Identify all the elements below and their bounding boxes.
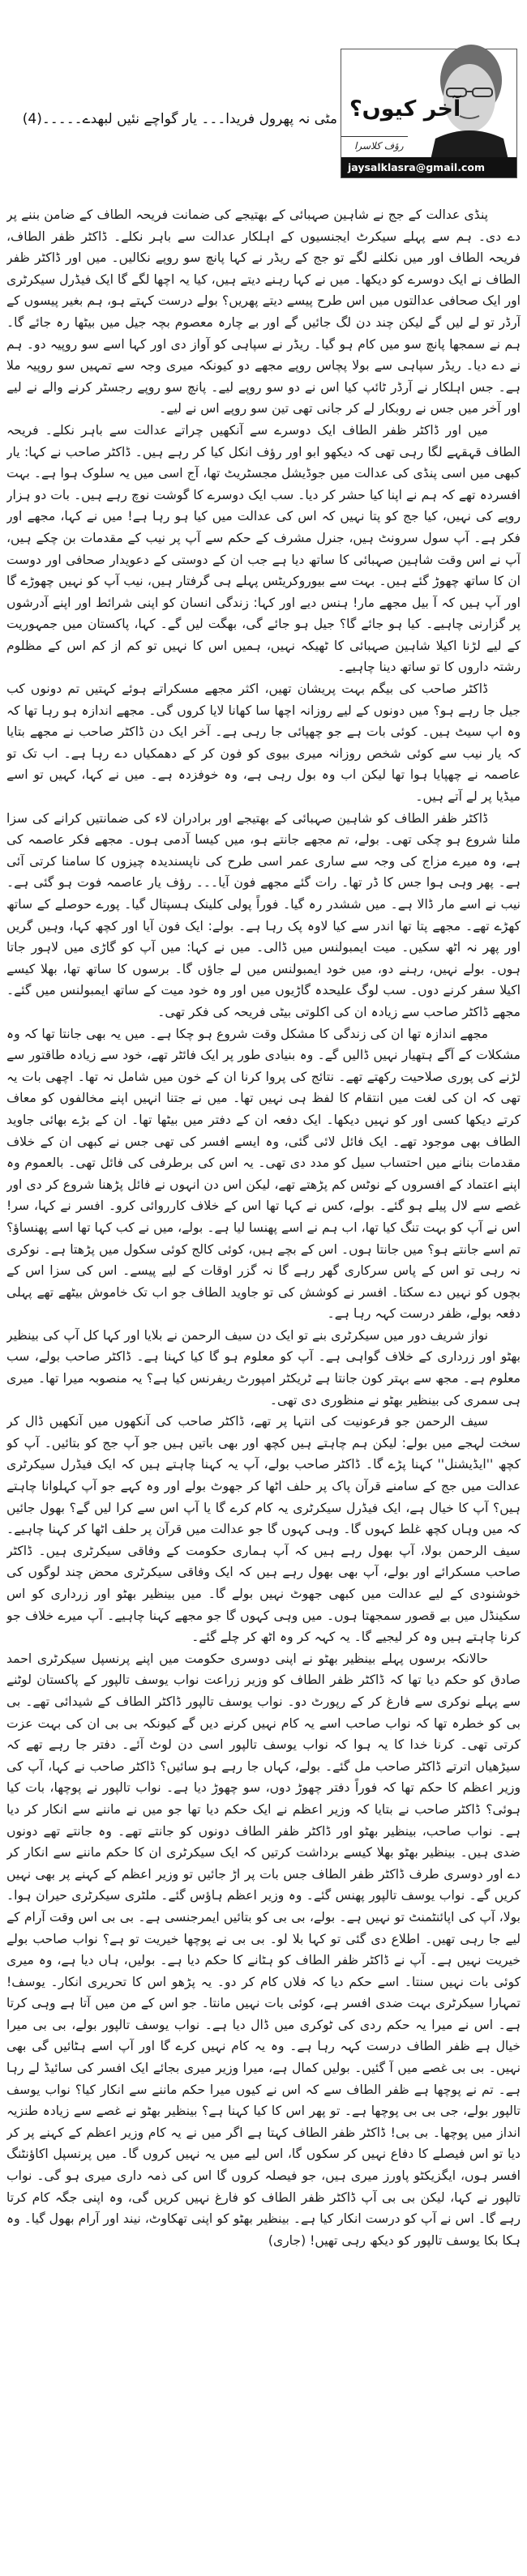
article-paragraph: نواز شریف دور میں سیکرٹری بنے تو ایک دن سیف الرحمن نے بلایا اور کہا کل آپ کی بینظیر بھٹو اور زرداری کے خلاف گواہی ہے۔ آپ کو معلوم ہو گا کیا کہنا ہے۔ ڈاکٹر صاحب بولے، سب معلوم ہے۔ مجھ سے بہتر کون جانتا ہے ٹریکٹر امپورٹ ریفرنس کیا ہے؟ یہ منصوبہ میرا تھا۔ میری ہی سمری کی بینظیر بھٹو نے منظوری دی تھی۔ [6,1327,521,1408]
article-paragraph: مجھے اندازہ تھا ان کی زندگی کا مشکل وقت شروع ہو چکا ہے۔ میں یہ بھی جانتا تھا کہ وہ مشکلات کے آگے ہتھیار نہیں ڈالیں گے۔ وہ بنیادی طور پر ایک فائٹر تھے، خود سے زیادہ طاقتور سے لڑنے کی پوری صلاحیت رکھتے تھے۔ نتائج کی پروا کرنا ان کے خون میں شامل نہ تھا۔ اچھی بات یہ تھی کہ ان کی لغت میں انتقام کا لفظ ہی نہیں تھا۔ میں نے جتنا انہیں اپنے مخالفوں کو معاف کرتے دیکھا کسی اور کو نہیں دیکھا۔ ایک دفعہ ان کے دفتر میں بیٹھا تھا۔ ان کے بڑے بھائی جاوید الطاف بھی موجود تھے۔ ایک فائل لائی گئی، وہ ایسے افسر کی تھی جس نے کبھی ان کے خلاف مقدمات بنانے میں احتساب سیل کو مدد دی تھی۔ یہ اس کی برطرفی کی فائل تھی۔ بالعموم وہ اپنے اعتماد کے افسروں کے نوٹس کم پڑھتے تھے، لیکن اس دن انہوں نے فائل پڑھنا شروع کر دی اور غصے سے لال پیلے ہو گئے۔ بولے، کس نے کہا تھا اس کے خلاف کارروائی کرو۔ افسر نے کہا، سر! اس نے آپ کو بہت تنگ کیا تھا، اب ہم نے اسے پھنسا لیا ہے۔ بولے، میں نے کب کہا تھا اسے پھنساؤ؟ تم اسے جانتے ہو؟ میں جانتا ہوں۔ اس کے بچے ہیں، کوئی کالج کوئی سکول میں پڑھتا ہے۔ نوکری نہ رہی تو اس کے پاس سرکاری گھر رہے گا نہ گزر اوقات کے لیے پیسے۔ اس کی سزا اس کے بچوں کو نہیں دے سکتا۔ افسر نے کوشش کی تو جاوید الطاف جو اب تک خاموش بیٹھے تھے پہلی دفعہ بولے، ظفر درست کہہ رہا ہے۔ [6,1026,521,1322]
article-paragraph: ڈاکٹر صاحب کی بیگم بہت پریشان تھیں، اکثر مجھے مسکراتے ہوئے کہتیں تم دونوں کب جیل جا رہے ہو؟ میں دونوں کے لیے روزانہ اچھا سا کھانا لایا کروں گی۔ مجھے اندازہ ہو رہا تھا کہ وہ اپ سیٹ ہیں۔ کوئی بات ہے جو چھپائی جا رہی ہے۔ آخر ایک دن ڈاکٹر صاحب نے مجھے بتایا کہ یار نیب سے کوئی شخص روزانہ میری بیوی کو فون کر کے دھمکیاں دے رہا ہے۔ اب تک تو عاصمہ نے چھپایا ہوا تھا لیکن اب وہ بول رہی ہے، وہ خوفزدہ ہے۔ میں نے کہا، کہیں تو اسے میڈیا پر لے آتے ہیں۔ [6,681,521,805]
column-name: آخر کیوں؟ [349,96,461,122]
article-paragraph: سیف الرحمن جو فرعونیت کی انتہا پر تھے، ڈاکٹر صاحب کی آنکھوں میں آنکھیں ڈال کر سخت لہجے میں بولے: لیکن ہم چاہتے ہیں کچھ اور بھی باتیں ہیں جو آپ جج کو بتائیں۔ آپ کو کچھ ''ایڈیشنل'' کہنا پڑے گا۔ ڈاکٹر صاحب بولے، آپ یہ کہنا چاہتے ہیں کہ ایک فیڈرل سیکرٹری عدالت میں جج کے سامنے قرآن پاک پر حلف اٹھا کر جھوٹ بولے اور وہ کہے جو آپ کہلوانا چاہتے ہیں؟ آپ کا خیال ہے، ایک فیڈرل سیکرٹری یہ کام کرے گا یا آپ اس سے کرا لیں گے؟ بھول جائیں کہ میں وہاں کچھ غلط کہوں گا۔ وہی کہوں گا جو عدالت میں قرآن پر حلف اٹھا کر کہنا چاہیے۔ سیف الرحمن بولا، آپ بھول رہے ہیں کہ آپ ہماری حکومت کے وفاقی سیکرٹری ہیں۔ ڈاکٹر صاحب مسکرائے اور بولے، آپ بھی بھول رہے ہیں کہ ایک وفاقی سیکرٹری محض چند لوگوں کی خوشنودی کے لیے عدالت میں کبھی جھوٹ نہیں بولے گا۔ میں بینظیر بھٹو اور زرداری کو اس سکینڈل میں بے قصور سمجھتا ہوں۔ میں وہی کہوں گا جو مجھے کہنا چاہیے۔ آپ میرے خلاف جو کرنا چاہتے ہیں وہ کر لیجیے گا۔ یہ کہہ کر وہ اٹھ کر چلے گئے۔ [6,1414,521,1645]
column-masthead [341,49,517,178]
article-paragraph: ڈاکٹر ظفر الطاف کو شاہین صہبائی کے بھتیجے اور برادران لاء کی ضمانتیں کرانے کی سزا ملنا شروع ہو چکی تھی۔ بولے، تم مجھے جانتے ہو، میں کیسا آدمی ہوں۔ مجھے فکر عاصمہ کی ہے، وہ میرے مزاج کی وجہ سے ساری عمر اسی طرح کی ناپسندیدہ چیزوں کا سامنا کرتی آئی ہے۔ پھر وہی ہوا جس کا ڈر تھا۔ رات گئے مجھے فون آیا۔۔۔ رؤف یار عاصمہ فوت ہو گئی ہے۔ نیب نے اسے مار ڈالا ہے۔ میں ششدر رہ گیا۔ فوراً پولی کلینک ہسپتال گیا۔ پورے حوصلے کے ساتھ کھڑے تھے۔ مجھے پتا تھا اندر سے کیا لاوہ پک رہا ہے۔ بولے: ایک فون آیا اور کچھ کہا، وہیں گریں اور پھر نہ اٹھ سکیں۔ میت ایمبولنس میں ڈالی۔ میں نے کہا: میں آپ کو گاڑی میں لاہور جاتا ہوں۔ بولے نہیں، رہنے دو، میں خود ایمبولنس میں لے جاؤں گا۔ برسوں کا ساتھ تھا، بھلا کیسے اکیلا سفر کرنے دوں۔ سب لوگ علیحدہ گاڑیوں میں اور وہ خود میت کے ساتھ ایمبولنس میں گئے۔ مجھے ڈاکٹر صاحب سے زیادہ ان کی اکلوتی بیٹی فریحہ کی فکر تھی۔ [6,810,521,1019]
article-headline: مٹی نہ پھرول فریدا۔۔۔ یار گواچے نئیں لبھدے۔۔۔۔۔(4) [22,111,337,127]
article-paragraph: میں اور ڈاکٹر ظفر الطاف ایک دوسرے سے آنکھیں چراتے عدالت سے باہر نکلے۔ فریحہ الطاف قہقہے لگا رہی تھی کہ دیکھو ابو اور رؤف انکل کیا کر رہے ہیں۔ ڈاکٹر صاحب نے کہا: یار کبھی میں اسی پنڈی کی عدالت میں جوڈیشل مجسٹریٹ تھا، آج اسی میں یہ سلوک ہوا ہے۔ بہت افسردہ تھے کہ ہم نے اپنا کیا حشر کر دیا۔ سب ایک دوسرے کا گوشت نوچ رہے ہیں۔ بات دو ہزار روپے کی نہیں، کیا جج کو پتا نہیں کہ اس کی عدالت میں کیا ہو رہا ہے! میں نے کہا، مجھے اور فکر ہے۔ آپ سول سرونٹ ہیں، جنرل مشرف کے حکم سے آپ پر نیب کے مقدمات بن چکے ہیں، آپ نے اس وقت شاہین صہبائی کا ساتھ دیا ہے جب ان کے دوستی کے دعویدار صحافی اور دوست ان کا ساتھ چھوڑ گئے ہیں۔ بہت سے بیوروکریٹس پہلے ہی گرفتار ہیں، نیب آپ کو نہیں چھوڑے گا اور آپ ہیں کہ آ بیل مجھے مار! ہنس دیے اور کہا: زندگی انسان کو اپنی شرائط اور اپنے آدرشوں پر گزارنی چاہیے۔ کیا ہو جائے گا؟ جیل ہو جائے گی، بھگت لیں گے۔ کہا، پاکستان میں جمہوریت کے لیے لڑنا اکیلا شاہین صہبائی کا ٹھیکہ نہیں، ہمیں اس کا نہیں تو کم از کم اس کے مظلوم رشتہ داروں کا تو ساتھ دینا چاہیے۔ [6,422,521,675]
article-body [6,204,521,2554]
author-email[interactable]: jaysalklasra@gmail.com [341,157,516,177]
author-name: رؤف کلاسرا [354,140,404,152]
name-divider [341,136,408,137]
article-paragraph: پنڈی عدالت کے جج نے شاہین صہبائی کے بھتیجے کی ضمانت فریحہ الطاف کے ضامن بننے پر دے دی۔ ہم سے پہلے سیکرٹ ایجنسیوں کے اہلکار عدالت سے باہر نکلے۔ ڈاکٹر ظفر الطاف، فریحہ الطاف اور میں نکلنے لگے تو جج کے ریڈر نے کہا پانچ سو روپے نکالیں۔ میں اور ڈاکٹر ظفر الطاف نے ایک دوسرے کو دیکھا۔ میں نے کہا رہنے دیتے ہیں، کیا یہ اچھا لگے گا ایک فیڈرل سیکرٹری اور ایک صحافی عدالتوں میں اس طرح پیسے دیتے پھریں؟ بولے درست کہتے ہو، ہم بغیر پیسوں کے آرڈر تو لے لیں گے لیکن چند دن لگ جائیں گے اور بے چارہ معصوم بچہ جیل میں بیٹھا رہ جائے گا۔ ہم نے سمجھا پانچ سو میں کام ہو گیا۔ ریڈر نے سپاہی کو آواز دی اور کہا اسے سو روپیہ دو۔ ہم نے دے دیا۔ ریڈر سپاہی سے بولا پچاس روپے مجھے دو کیونکہ میری وجہ سے تمہیں سو روپیہ ملا ہے۔ جس اہلکار نے آرڈر ٹائپ کیا اس نے دو سو روپے لیے۔ پانچ سو روپے رجسٹر کرنے والے نے لیے اور آخر میں جس نے روبکار لے کر جانی تھی تین سو روپے اس نے لیے۔ [6,207,521,417]
article-paragraph: حالانکہ برسوں پہلے بینظیر بھٹو نے اپنی دوسری حکومت میں اپنے پرنسپل سیکرٹری احمد صادق کو حکم دیا تھا کہ ڈاکٹر ظفر الطاف کو وزیر زراعت نواب یوسف تالپور کے پاکستان لوٹنے سے پہلے نوکری سے فارغ کر کے رپورٹ دو۔ نواب یوسف تالپور ڈاکٹر الطاف کے شیدائی تھے۔ بی بی کو خطرہ تھا کہ نواب صاحب اسے یہ کام نہیں کرنے دیں گے کیونکہ بی بی ان کی بہت عزت کرتی تھی۔ کرنا خدا کا یہ ہوا کہ نواب یوسف تالپور اسی دن لوٹ آئے۔ دفتر جا رہے تھے کہ سیڑھیاں اترتے ڈاکٹر صاحب مل گئے۔ بولے، کہاں جا رہے ہو سائیں؟ ڈاکٹر صاحب نے کہا، آپ کی وزیر اعظم کا حکم تھا کہ فوراً دفتر چھوڑ دوں، سو چھوڑ دیا ہے۔ نواب تالپور نے پوچھا، بات کیا ہوئی؟ ڈاکٹر صاحب نے بتایا کہ وزیر اعظم نے ایک حکم دیا تھا جو میں نے ماننے سے انکار کر دیا ہے۔ نواب صاحب، بینظیر بھٹو اور ڈاکٹر ظفر الطاف دونوں کو جانتے تھے۔ وہ جانتے تھے دونوں ضدی ہیں۔ بینظیر بھٹو بھلا کیسے برداشت کرتیں کہ ایک سیکرٹری ان کا حکم ماننے سے انکار کر دے اور دوسری طرف ڈاکٹر ظفر الطاف جس بات پر اڑ جائیں تو وزیر اعظم کے کہنے پر بھی نہیں کریں گے۔ نواب یوسف تالپور پھنس گئے۔ وہ وزیر اعظم ہاؤس گئے۔ ملٹری سیکرٹری حیران ہوا۔ بولا، آپ کی اپائنٹمنٹ تو نہیں ہے۔ بولے، بی بی کو بتائیں ایمرجنسی ہے۔ بی بی اس وقت آرام کے لیے جا رہی تھیں۔ اطلاع دی گئی تو کہا بلا لو۔ بی بی نے پوچھا خیریت تو ہے؟ نواب صاحب بولے خیریت نہیں ہے۔ آپ نے ڈاکٹر ظفر الطاف کو ہٹانے کا حکم دیا ہے۔ بولیں، ہاں دیا ہے، وہ میری کوئی بات نہیں سنتا۔ اسے حکم دیا کہ فلاں کام کر دو۔ یہ پڑھو اس کا تحریری انکار۔ یوسف! تمہارا سیکرٹری بہت ضدی افسر ہے، کوئی بات نہیں مانتا۔ جو اس کے من میں آتا ہے وہی کرتا ہے۔ اس نے میرا یہ حکم ردی کی ٹوکری میں ڈال دیا ہے۔ نواب یوسف تالپور بولے، بی بی میرا خیال ہے ظفر الطاف درست کہہ رہا ہے۔ وہ یہ کام نہیں کرے گا اور آپ اسے ہٹائیں گی بھی نہیں۔ بی بی غصے میں آ گئیں۔ بولیں کمال ہے، میرا وزیر میری بجائے ایک افسر کی سائیڈ لے رہا ہے۔ تم نے پوچھا ہے ظفر الطاف سے کہ اس نے کیوں میرا حکم ماننے سے انکار کیا؟ نواب یوسف تالپور بولے، جی بی بی پوچھا ہے۔ تو پھر اس کا کیا کہنا ہے؟ بینظیر بھٹو نے غصے سے زیادہ طنزیہ انداز میں پوچھا۔ بی بی! ڈاکٹر ظفر الطاف کہتا ہے اگر میں نے یہ کام وزیر اعظم کے کہنے پر کر دیا تو اس فیصلے کا دفاع نہیں کر سکوں گا، اس لیے میں یہ نہیں کروں گا۔ میں پرنسپل اکاؤنٹنگ افسر ہوں، ایگزیکٹو پاورز میری ہیں، جو فیصلہ کروں گا اس کی ذمہ داری میری ہو گی۔ نواب تالپور نے کہا، لیکن بی بی آپ ڈاکٹر ظفر الطاف کو فارغ نہیں کریں گی، وہ اپنی جگہ کام کرتا رہے گا۔ اس نے آپ کو درست انکار کیا ہے۔ بینظیر بھٹو کو اپنی تھکاوٹ، نیند اور آرام بھول گیا۔ وہ ہکا بکا یوسف تالپور کو دیکھ رہی تھیں! (جاری) [6,1651,521,2248]
